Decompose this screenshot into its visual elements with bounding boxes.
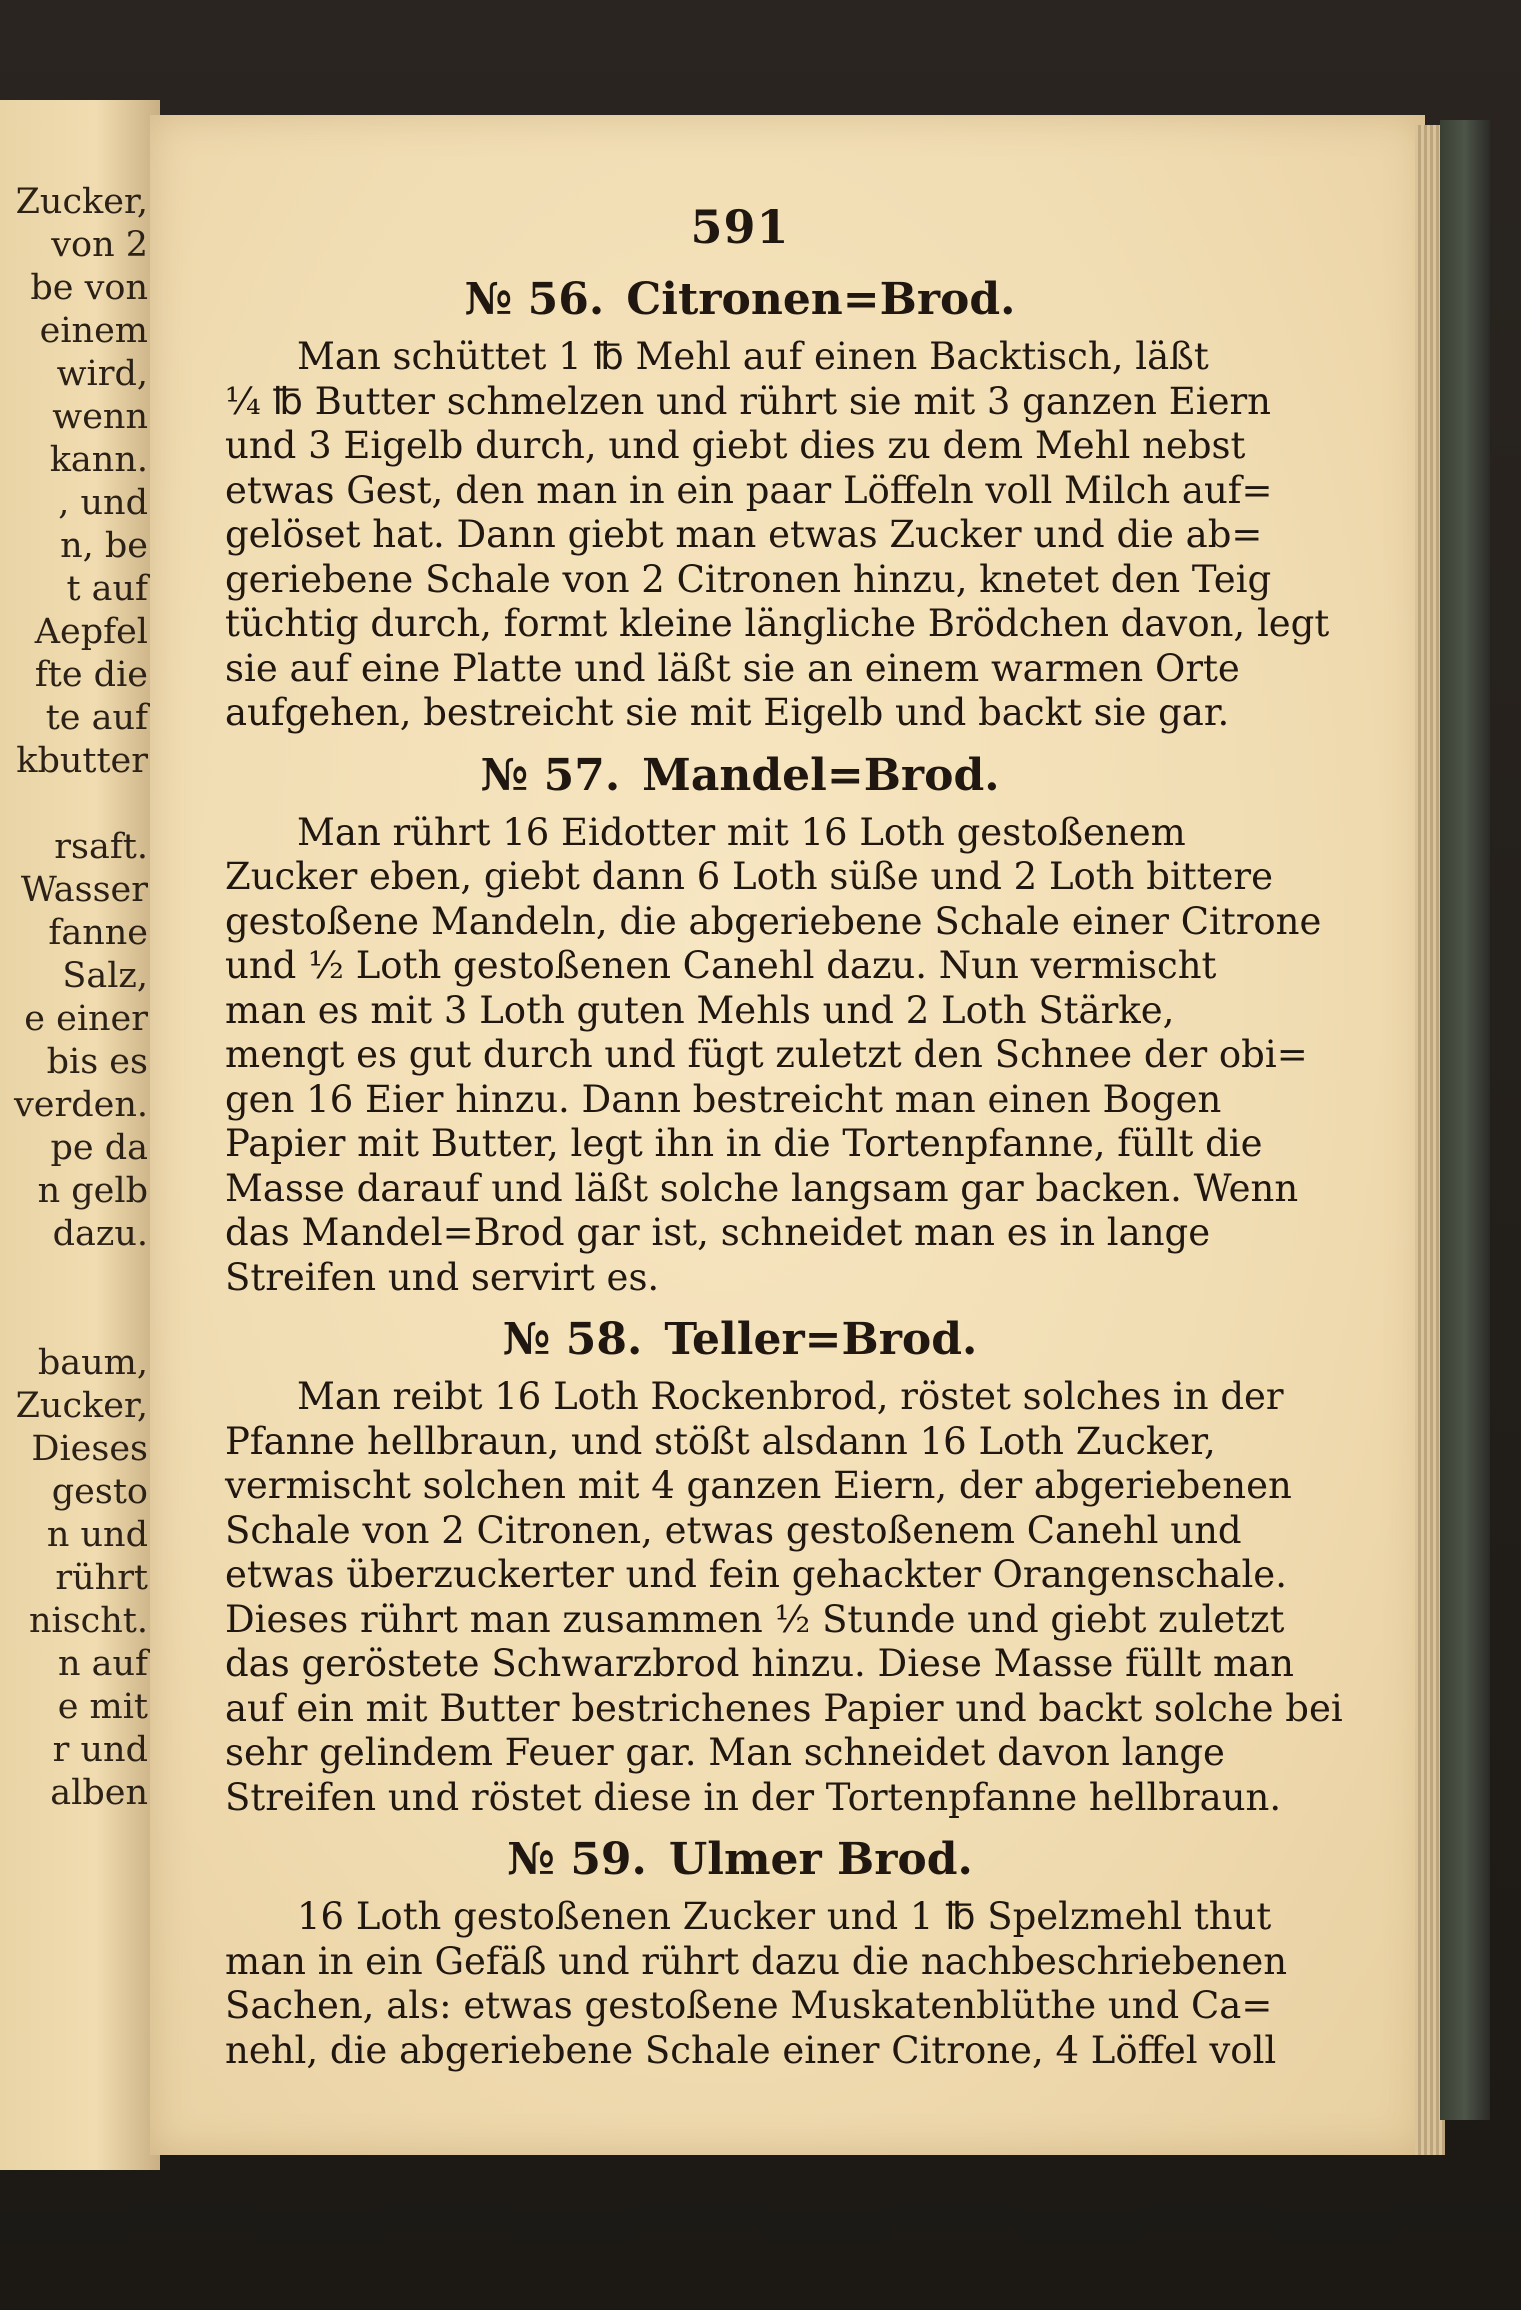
recipe-text	[225, 1895, 1288, 2073]
left-page-fragment: Aepfel	[34, 612, 148, 652]
recipe-heading	[225, 1834, 1255, 1885]
page-content	[225, 200, 1343, 2073]
left-page-fragment: fte die	[34, 655, 148, 695]
text-line: Pfanne hellbraun, und stößt alsdann 16 Loth Zucker,	[225, 1419, 1216, 1463]
text-line: sie auf eine Platte und läßt sie an einem warmen Orte	[225, 646, 1240, 690]
left-page-fragment: nischt.	[28, 1601, 148, 1641]
text-line: nehl, die abgeriebene Schale einer Citrone, 4 Löffel voll	[225, 2028, 1277, 2072]
left-page-fragment: verden.	[13, 1085, 148, 1125]
recipe-title: Citronen=Brod.	[626, 274, 1016, 325]
left-page-fragment: be von	[30, 268, 148, 308]
left-page-fragment: t auf	[66, 569, 148, 609]
left-page-fragment: n auf	[57, 1644, 148, 1684]
left-page-fragment: e einer	[24, 999, 148, 1039]
recipe-heading	[225, 1314, 1255, 1365]
left-page-fragment: baum,	[37, 1343, 148, 1383]
text-line: vermischt solchen mit 4 ganzen Eiern, der abgeriebenen	[225, 1464, 1292, 1507]
page-number: 591	[690, 200, 790, 254]
text-line: und ½ Loth gestoßenen Canehl dazu. Nun vermischt	[225, 944, 1217, 987]
text-line: mengt es gut durch und fügt zuletzt den Schnee der obi=	[225, 1033, 1308, 1076]
text-line: Schale von 2 Citronen, etwas gestoßenem Canehl und	[225, 1508, 1242, 1552]
text-line: gestoßene Mandeln, die abgeriebene Schale einer Citrone	[225, 899, 1322, 943]
left-page-fragment: von 2	[51, 225, 148, 265]
text-line: das Mandel=Brod gar ist, schneidet man es in lange	[225, 1211, 1211, 1254]
left-page-fragment: bis es	[46, 1042, 148, 1082]
recipe-text	[225, 1375, 1343, 1820]
left-page-fragment: , und	[58, 483, 148, 523]
text-line: etwas Gest, den man in ein paar Löffeln voll Milch auf=	[225, 468, 1273, 512]
left-page-fragment: fanne	[48, 913, 148, 953]
book-cover-edge	[1440, 120, 1490, 2120]
left-page-fragment: dazu.	[52, 1214, 148, 1254]
recipe-58	[225, 1314, 1343, 1820]
text-line: sehr gelindem Feuer gar. Man schneidet davon lange	[225, 1731, 1225, 1774]
left-page-fragment: alben	[50, 1773, 148, 1813]
text-line: Masse darauf und läßt solche langsam gar backen. Wenn	[225, 1166, 1299, 1210]
text-line: 16 Loth gestoßenen Zucker und 1 ℔ Spelzmehl thut	[297, 1895, 1272, 1938]
recipe-title: Teller=Brod.	[664, 1314, 978, 1365]
left-page-fragment: Wasser	[20, 870, 148, 910]
left-page-fragment: gesto	[51, 1472, 148, 1512]
text-line: etwas überzuckerter und fein gehackter Orangenschale.	[225, 1553, 1287, 1596]
left-page-fragment: kann.	[49, 440, 148, 480]
text-line: gen 16 Eier hinzu. Dann bestreicht man einen Bogen	[225, 1077, 1222, 1121]
left-page-fragment: n und	[46, 1515, 148, 1555]
left-page-fragment: te auf	[45, 698, 148, 738]
recipe-heading	[225, 750, 1255, 801]
left-page-fragment: Zucker,	[15, 1386, 148, 1426]
recipe-57	[225, 749, 1322, 1301]
text-line: Sachen, als: etwas gestoßene Muskatenblüthe und Ca=	[225, 1984, 1273, 2027]
left-page-fragment: n, be	[60, 526, 148, 566]
left-page-fragment: r und	[52, 1730, 148, 1770]
recipe-text	[225, 810, 1322, 1301]
recipe-number: № 57.	[480, 749, 621, 801]
text-line: Streifen und röstet diese in der Tortenpfanne hellbraun.	[225, 1775, 1282, 1819]
left-page-fragment: pe da	[50, 1128, 148, 1168]
text-line: und 3 Eigelb durch, und giebt dies zu dem Mehl nebst	[225, 424, 1246, 467]
text-line: man in ein Gefäß und rührt dazu die nachbeschriebenen	[225, 1939, 1288, 1983]
recipe-title: Mandel=Brod.	[642, 749, 1000, 801]
recipe-number: № 59.	[507, 1834, 647, 1885]
recipe-number: № 56.	[464, 274, 605, 325]
recipe-title: Ulmer Brod.	[668, 1834, 973, 1885]
text-line: Papier mit Butter, legt ihn in die Tortenpfanne, füllt die	[225, 1122, 1263, 1165]
left-page-fragment: n gelb	[37, 1171, 148, 1211]
left-page-fragment: e mit	[57, 1687, 148, 1727]
left-page-fragment: einem	[39, 311, 148, 351]
left-page-fragment: Dieses	[31, 1429, 148, 1469]
text-line: gelöset hat. Dann giebt man etwas Zucker und die ab=	[225, 513, 1263, 556]
left-page-fragment: rührt	[55, 1558, 148, 1598]
left-page-edge	[0, 100, 160, 2170]
text-line: Man reibt 16 Loth Rockenbrod, röstet solches in der	[297, 1375, 1284, 1418]
recipe-56	[225, 274, 1330, 736]
text-line: Man rührt 16 Eidotter mit 16 Loth gestoßenem	[297, 810, 1186, 854]
recipe-number: № 58.	[502, 1314, 643, 1365]
text-line: auf ein mit Butter bestrichenes Papier und backt solche bei	[225, 1686, 1343, 1730]
text-line: das geröstete Schwarzbrod hinzu. Diese Masse füllt man	[225, 1642, 1294, 1685]
left-page-fragment: wenn	[52, 397, 148, 437]
text-line: ¼ ℔ Butter schmelzen und rührt sie mit 3 ganzen Eiern	[225, 379, 1271, 423]
left-page-fragment: Zucker,	[15, 182, 148, 222]
left-page-fragment: rsaft.	[54, 827, 148, 867]
text-line: man es mit 3 Loth guten Mehls und 2 Loth Stärke,	[225, 988, 1175, 1032]
recipe-text	[225, 335, 1330, 736]
text-line: Man schüttet 1 ℔ Mehl auf einen Backtisch, läßt	[297, 335, 1209, 378]
text-line: tüchtig durch, formt kleine längliche Brödchen davon, legt	[225, 602, 1330, 645]
text-line: aufgehen, bestreicht sie mit Eigelb und backt sie gar.	[225, 691, 1230, 734]
text-line: geriebene Schale von 2 Citronen hinzu, knetet den Teig	[225, 557, 1272, 601]
left-page-fragment: kbutter	[16, 741, 148, 781]
left-page-fragment: Salz,	[62, 956, 148, 996]
left-page-fragment: wird,	[56, 354, 148, 394]
text-line: Streifen und servirt es.	[225, 1255, 660, 1299]
text-line: Dieses rührt man zusammen ½ Stunde und giebt zuletzt	[225, 1597, 1285, 1641]
recipe-heading	[225, 274, 1255, 325]
text-line: Zucker eben, giebt dann 6 Loth süße und 2 Loth bittere	[225, 855, 1273, 898]
recipe-59	[225, 1834, 1288, 2073]
